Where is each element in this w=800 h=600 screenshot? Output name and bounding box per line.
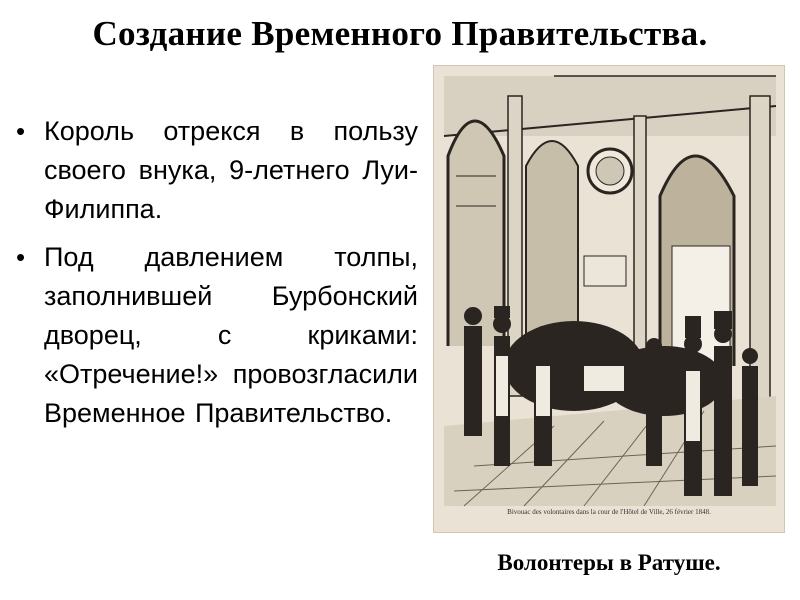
bullet-text: Король отрекся в пользу своего внука, 9-летнего Луи-Филиппа. [44,116,418,224]
bullet-item [14,112,418,229]
image-caption: Волонтеры в Ратуше. [497,550,721,575]
bullet-text: Под давлением толпы, заполнившей Бурбонский дворец, с криками: «Отречение!» провозгласили Временное Правительство. [44,242,418,428]
bullet-list [14,112,418,442]
engraving-drawing [434,66,786,534]
bullet-dot-icon: • [16,116,26,146]
bullet-item [14,238,418,433]
bullet-dot-icon: • [16,242,26,272]
slide-title: Создание Временного Правительства. [92,14,708,53]
engraving-illustration [433,65,785,533]
engraving-inscription: Bivouac des volontaires dans la cour de l'Hôtel de Ville, 26 février 1848. [507,508,711,516]
